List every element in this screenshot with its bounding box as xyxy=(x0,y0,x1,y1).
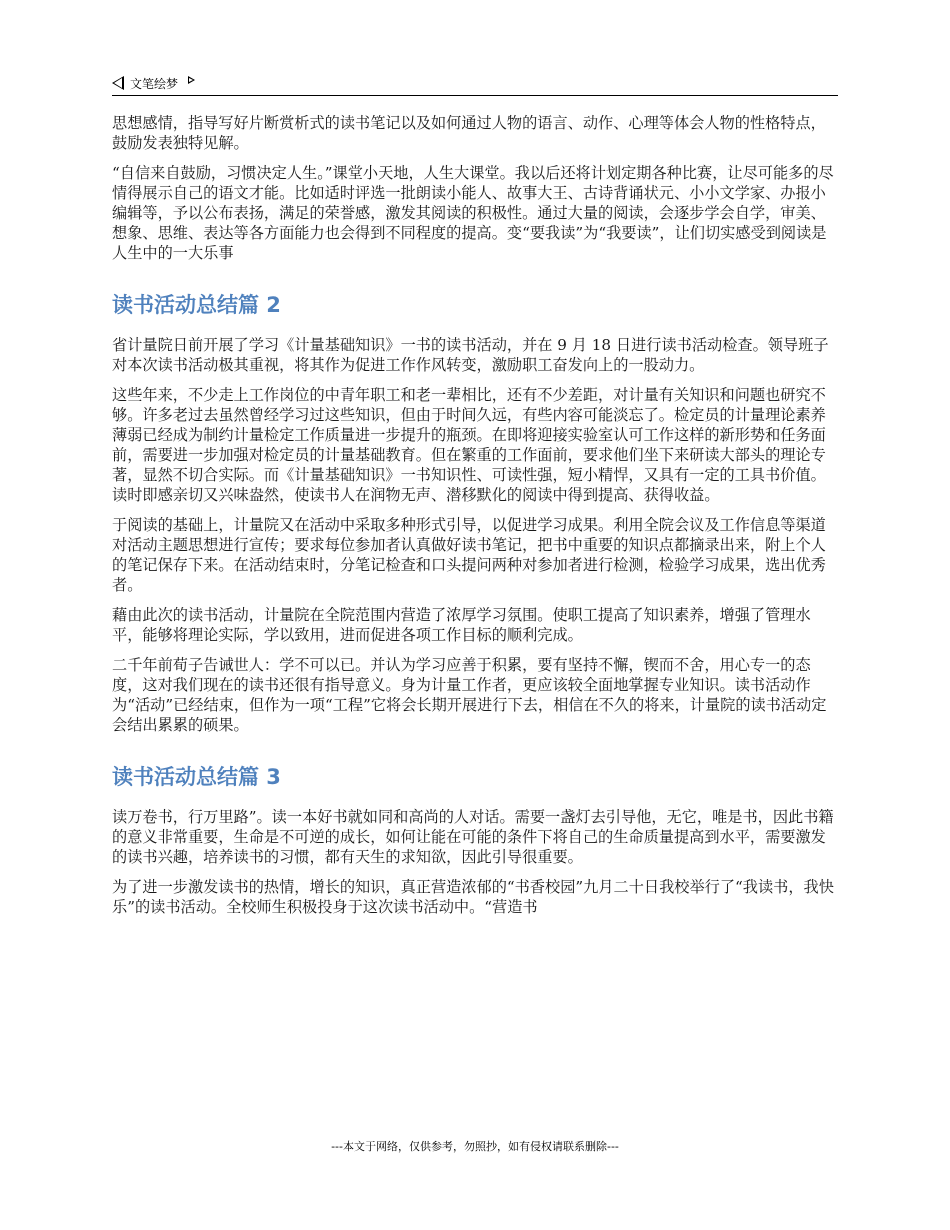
page-header xyxy=(112,72,838,94)
paragraph: 思想感情，指导写好片断赏析式的读书笔记以及如何通过人物的语言、动作、心理等体会人物的性格特点，鼓励发表独特见解。 xyxy=(112,114,826,152)
paragraph: 为了进一步激发读书的热情，增长的知识，真正营造浓郁的“书香校园”九月二十日我校举行了“我读书，我快乐”的读书活动。全校师生积极投身于这次读书活动中。“营造书 xyxy=(112,878,834,916)
paragraph: 这些年来，不少走上工作岗位的中青年职工和老一辈相比，还有不少差距，对计量有关知识和问题也研究不够。许多老过去虽然曾经学习过这些知识，但由于时间久远，有些内容可能淡忘了。检定员的计量理论素养薄弱已经成为制约计量检定工作质量进一步提升的瓶颈。在即将迎接实验室认可工作这样的新形势和任务面前，需要进一步加强对检定员的计量基础教育。但在繁重的工作面前，要求他们坐下来研读大部头的理论专著，显然不切合实际。而《计量基础知识》一书知识性、可读性强，短小精悍，又具有一定的工具书价值。读时即感亲切又兴味盎然，使读书人在润物无声、潜移默化的阅读中得到提高、获得收益。 xyxy=(112,386,826,504)
header-title: 文笔绘梦 xyxy=(130,76,179,91)
paragraph: 省计量院日前开展了学习《计量基础知识》一书的读书活动，并在 9 月 18 日进行读书活动检查。领导班子对本次读书活动极其重视，将其作为促进工作作风转变，激励职工奋发向上的一股动力。 xyxy=(112,336,829,374)
document-body xyxy=(112,113,838,927)
paragraph: 读万卷书，行万里路”。读一本好书就如同和高尚的人对话。需要一盏灯去引导他，无它，唯是书，因此书籍的意义非常重要，生命是不可逆的成长，如何让能在可能的条件下将自己的生命质量提高到水平，需要激发的读书兴趣，培养读书的习惯，都有天生的求知欲，因此引导很重要。 xyxy=(112,808,834,866)
paragraph: 二千年前荀子告诫世人：学不可以已。并认为学习应善于积累，要有坚持不懈，锲而不舍，用心专一的态度，这对我们现在的读书还很有指导意义。身为计量工作者，更应该较全面地掌握专业知识。读书活动作为“活动”已经结束，但作为一项“工程”它将会长期开展进行下去，相信在不久的将来，计量院的读书活动定会结出累累的硕果。 xyxy=(112,656,827,734)
paragraph: 于阅读的基础上，计量院又在活动中采取多种形式引导，以促进学习成果。利用全院会议及工作信息等渠道对活动主题思想进行宣传；要求每位参加者认真做好读书笔记，把书中重要的知识点都摘录出来，附上个人的笔记保存下来。在活动结束时，分笔记检查和口头提问两种对参加者进行检测，检验学习成果，选出优秀者。 xyxy=(112,516,826,594)
section-heading-2: 读书活动总结篇 2 xyxy=(112,293,281,317)
page-footer: ---本文于网络，仅供参考，勿照抄，如有侵权请联系删除--- xyxy=(331,1140,619,1153)
header-divider xyxy=(112,95,838,96)
triangle-left-icon xyxy=(112,76,124,90)
paragraph: “自信来自鼓励，习惯决定人生。”课堂小天地，人生大课堂。我以后还将计划定期各种比赛，让尽可能多的尽情得展示自己的语文才能。比如适时评选一批朗读小能人、故事大王、古诗背诵状元、小小文学家、办报小编辑等，予以公布表扬，满足的荣誉感，激发其阅读的积极性。通过大量的阅读，会逐步学会自学，审美、想象、思维、表达等各方面能力也会得到不同程度的提高。变“要我读”为“我要读”，让们切实感受到阅读是人生中的一大乐事 xyxy=(112,164,834,262)
document-page xyxy=(112,0,838,1230)
section-heading-3: 读书活动总结篇 3 xyxy=(112,765,281,789)
paragraph: 藉由此次的读书活动，计量院在全院范围内营造了浓厚学习氛围。使职工提高了知识素养，增强了管理水平，能够将理论实际，学以致用，进而促进各项工作目标的顺利完成。 xyxy=(112,606,811,644)
triangle-right-icon xyxy=(188,76,195,84)
